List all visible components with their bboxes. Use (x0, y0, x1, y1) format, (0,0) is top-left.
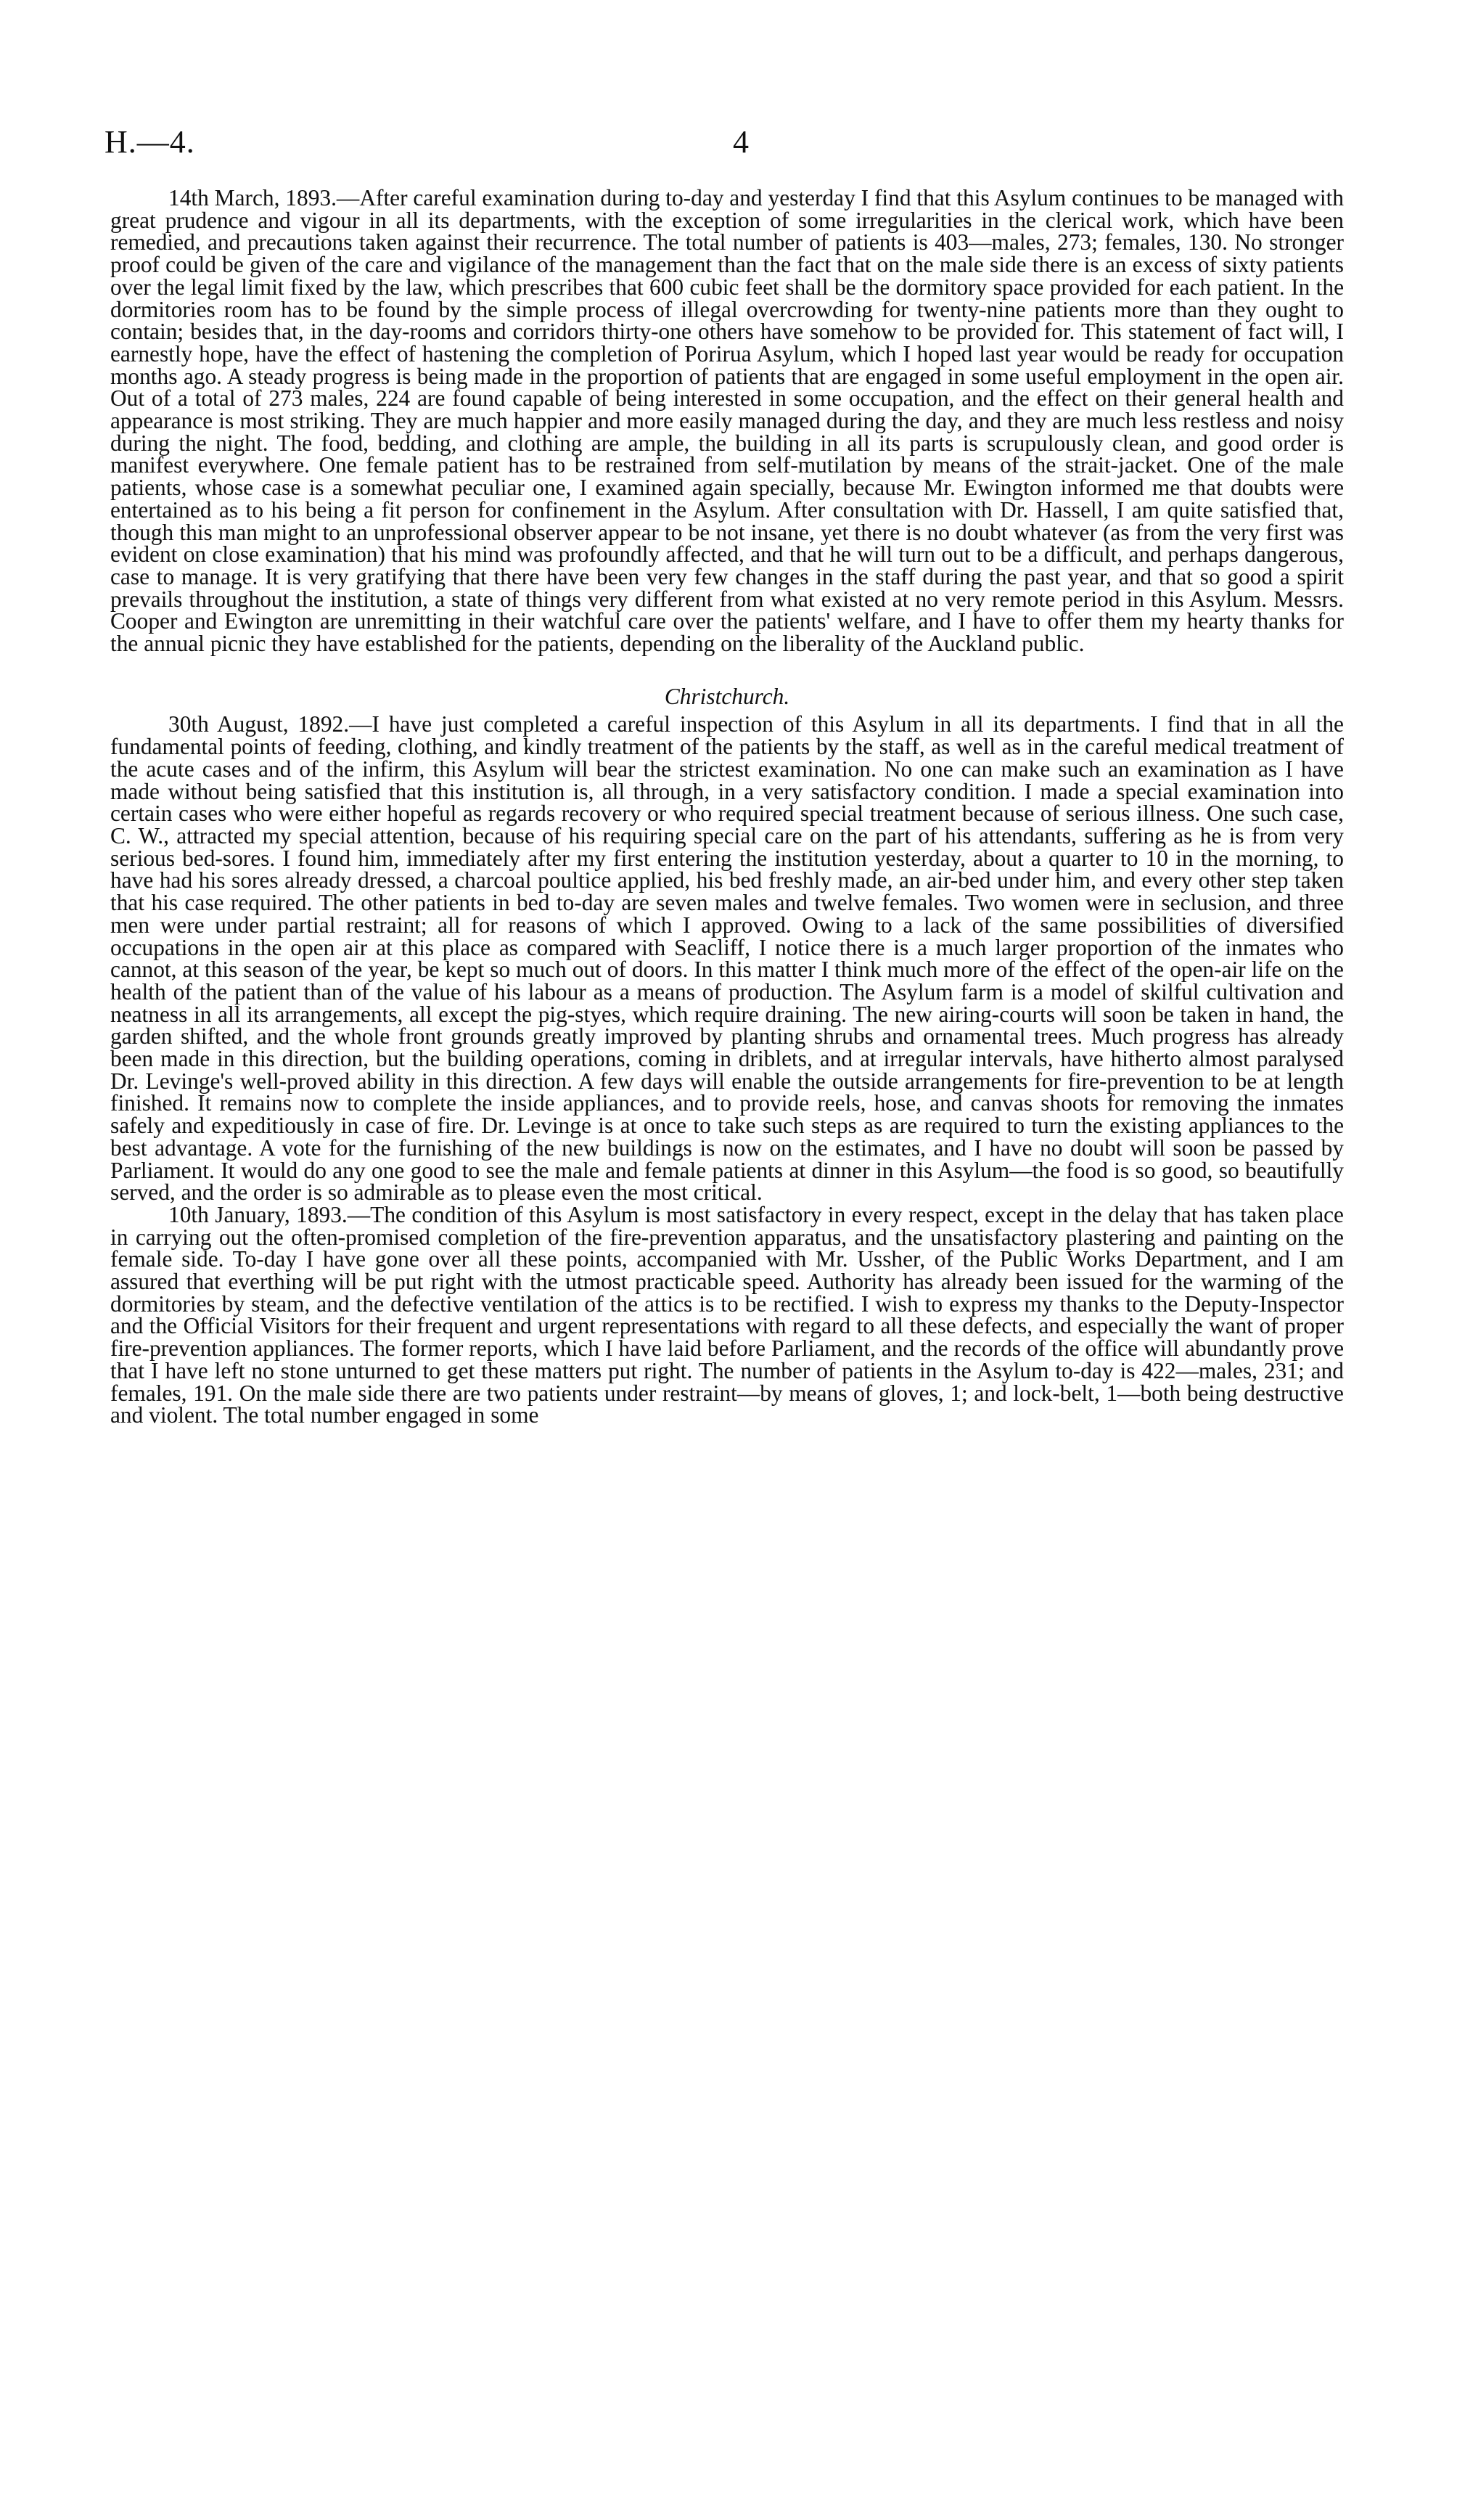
page-number: 4 (733, 124, 749, 160)
body-text (110, 187, 1344, 1427)
paragraph-christchurch-august-1892: 30th August, 1892.—I have just completed a careful inspection of this Asylum in all its departments. I find that in all the fundamental points of feeding, clothing, and kindly treatment of the patients by the staff, as well as in the careful medical treatment of the acute cases and of the infirm, this Asylum will bear the strictest examination. No one can make such an examination as I have made without being satisfied that this institution is, all through, in a very satisfactory condition. I made a special examination into certain cases who were either hopeful as regards recovery or who required special treatment because of serious illness. One such case, C. W., attracted my special attention, because of his requiring special care on the part of his attendants, suffering as he is from very serious bed-sores. I found him, immediately after my first entering the institution yesterday, about a quarter to 10 in the morning, to have had his sores already dressed, a charcoal poultice applied, his bed freshly made, an air-bed under him, and every other step taken that his case required. The other patients in bed to-day are seven males and twelve females. Two women were in seclusion, and three men were under partial restraint; all for reasons of which I approved. Owing to a lack of the same possibilities of diversified occupations in the open air at this place as compared with Seacliff, I notice there is a much larger proportion of the inmates who cannot, at this season of the year, be kept so much out of doors. In this matter I think much more of the effect of the open-air life on the health of the patient than of the value of his labour as a means of production. The Asylum farm is a model of skilful cultivation and neatness in all its arrangements, all except the pig-styes, which require draining. The new airing-courts will soon be taken in hand, the garden shifted, and the whole front grounds greatly improved by planting shrubs and ornamental trees. Much progress has already been made in this direction, but the building operations, coming in driblets, and at irregular intervals, have hitherto almost paralysed Dr. Levinge's well-proved ability in this direction. A few days will enable the outside arrangements for fire-prevention to be at length finished. It remains now to complete the inside appliances, and to provide reels, hose, and canvas shoots for removing the inmates safely and expeditiously in case of fire. Dr. Levinge is at once to take such steps as are required to turn the existing appliances to the best advantage. A vote for the furnishing of the new buildings is now on the estimates, and I have no doubt will soon be passed by Parliament. It would do any one good to see the male and female patients at dinner in this Asylum—the food is so good, so beautifully served, and the order is so admirable as to please even the most critical. (110, 711, 1344, 1206)
page-header (104, 123, 1353, 167)
paragraph-auckland-march-1893: 14th March, 1893.—After careful examination during to-day and yesterday I find that this Asylum continues to be managed with great prudence and vigour in all its departments, with the exception of some irregularities in the clerical work, which have been remedied, and precautions taken against their recurrence. The total number of patients is 403—males, 273; females, 130. No stronger proof could be given of the care and vigilance of the management than the fact that on the male side there is an excess of sixty patients over the legal limit fixed by the law, which prescribes that 600 cubic feet shall be the dormitory space provided for each patient. In the dormitories room has to be found by the simple process of illegal overcrowding for twenty-nine patients more than they ought to contain; besides that, in the day-rooms and corridors thirty-one others have somehow to be provided for. This statement of fact will, I earnestly hope, have the effect of hastening the completion of Porirua Asylum, which I hoped last year would be ready for occupation months ago. A steady progress is being made in the proportion of patients that are engaged in some useful employment in the open air. Out of a total of 273 males, 224 are found capable of being interested in some occupation, and the effect on their general health and appearance is most striking. They are much happier and more easily managed during the day, and they are much less restless and noisy during the night. The food, bedding, and clothing are ample, the building in all its parts is scrupulously clean, and good order is manifest everywhere. One female patient has to be restrained from self-mutilation by means of the strait-jacket. One of the male patients, whose case is a somewhat peculiar one, I examined again specially, because Mr. Ewington informed me that doubts were entertained as to his being a fit person for confinement in the Asylum. After consultation with Dr. Hassell, I am quite satisfied that, though this man might to an unprofessional observer appear to be not insane, yet there is no doubt whatever (as from the very first was evident on close examination) that his mind was profoundly affected, and that he will turn out to be a difficult, and perhaps dangerous, case to manage. It is very gratifying that there have been very few changes in the staff during the past year, and that so good a spirit prevails throughout the institution, a state of things very different from what existed at no very remote period in this Asylum. Messrs. Cooper and Ewington are unremitting in their watchful care over the patients' welfare, and I have to offer them my hearty thanks for the annual picnic they have established for the patients, depending on the liberality of the Auckland public. (110, 185, 1344, 657)
document-reference: H.—4. (104, 124, 195, 160)
paragraph-christchurch-january-1893: 10th January, 1893.—The condition of this Asylum is most satisfactory in every respect, except in the delay that has taken place in carrying out the often-promised completion of the fire-prevention apparatus, and the unsatisfactory plastering and painting on the female side. To-day I have gone over all these points, accompanied with Mr. Ussher, of the Public Works Department, and I am assured that everthing will be put right with the utmost practicable speed. Authority has already been issued for the warming of the dormitories by steam, and the defective ventilation of the attics is to be rectified. I wish to express my thanks to the Deputy-Inspector and the Official Visitors for their frequent and urgent representations with regard to all these defects, and especially the want of proper fire-prevention appliances. The former reports, which I have laid before Parliament, and the records of the office will abundantly prove that I have left no stone unturned to get these matters put right. The number of patients in the Asylum to-day is 422—males, 231; and females, 191. On the male side there are two patients under restraint—by means of gloves, 1; and lock-belt, 1—both being destructive and violent. The total number engaged in some (110, 1201, 1344, 1428)
section-heading-christchurch: Christchurch. (664, 683, 790, 709)
